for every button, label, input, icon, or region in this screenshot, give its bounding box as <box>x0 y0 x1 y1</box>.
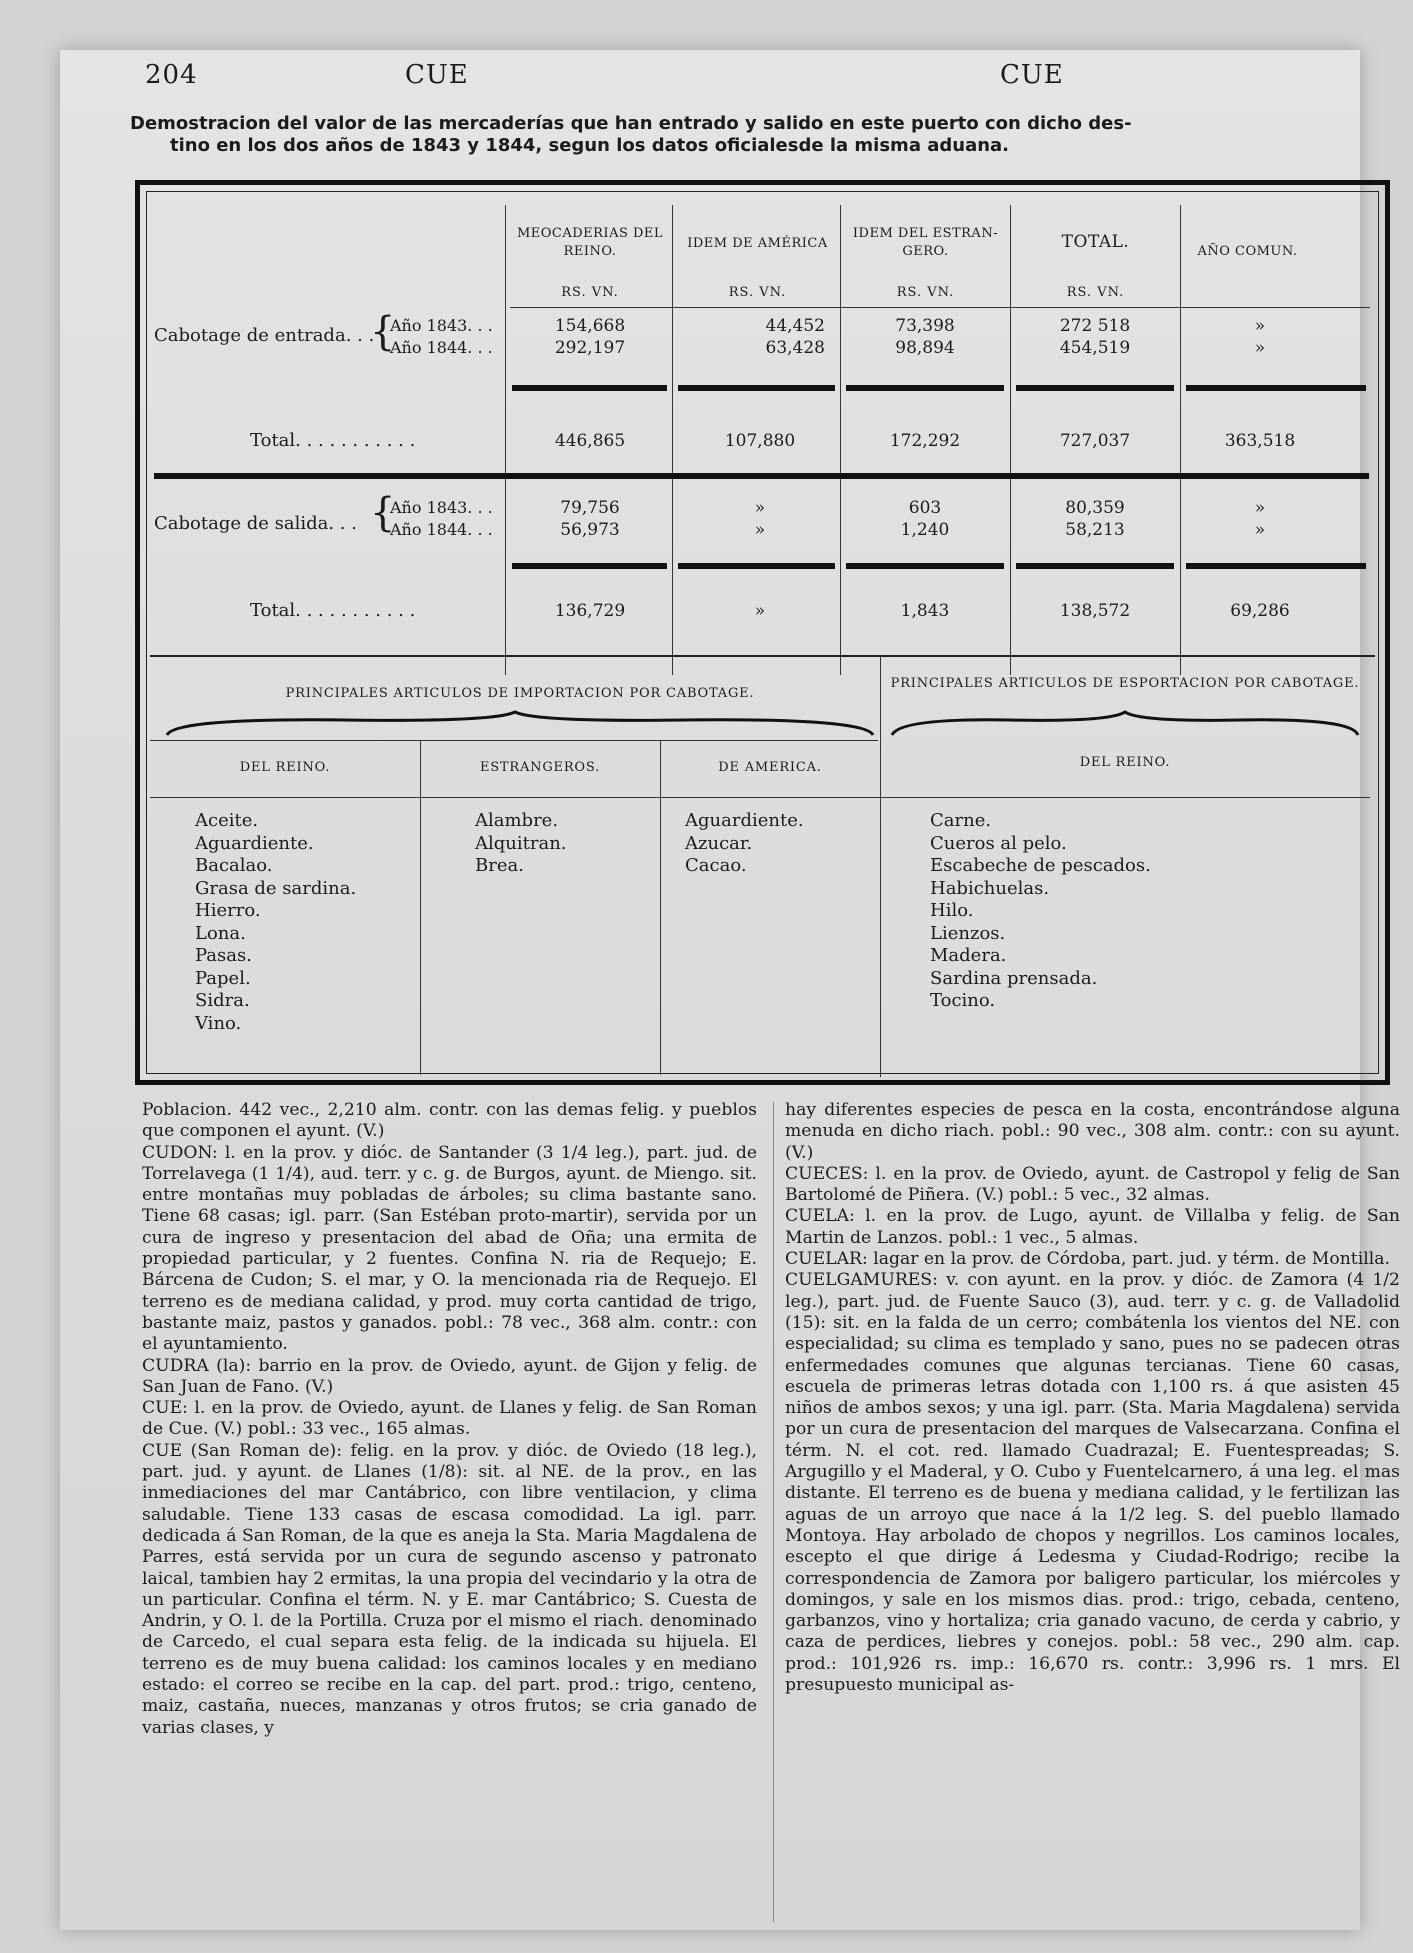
rule-salida-extranjero <box>846 563 1004 569</box>
entry-paragraph: CUELAR: lagar en la prov. de Córdoba, part. jud. y térm. de Montilla. <box>785 1249 1390 1270</box>
import-export-divider <box>880 657 881 1077</box>
entry-paragraph: hay diferentes especies de pesca en la costa, encontrándose alguna menuda en dicho riach. pobl.: 90 vec., 308 alm. contr.: con su ayunt. (V.) <box>785 1100 1400 1163</box>
header-total: TOTAL. <box>1061 232 1130 252</box>
table-caption <box>130 113 1400 157</box>
col-divider-2 <box>672 205 673 675</box>
header-comun: AÑO COMUN. <box>1197 244 1298 259</box>
total-salida-comun: 69,286 <box>1230 601 1290 621</box>
total-salida-extranjero: 1,843 <box>900 601 950 621</box>
section-separator <box>154 473 1369 479</box>
cell-salida-extranjero-1844: 1,240 <box>900 520 950 540</box>
text-column-right <box>785 1100 1400 1696</box>
header-extranjero: IDEM DEL ESTRAN- GERO. <box>852 226 999 259</box>
total-salida-america: » <box>754 601 766 621</box>
cell-salida-extranjero-1843: 603 <box>908 498 942 518</box>
list-item: Alambre. <box>475 810 559 831</box>
total-salida-reino: 136,729 <box>554 601 626 621</box>
row-label-salida: Cabotage de salida. . . <box>154 513 357 534</box>
list-item: Hilo. <box>930 900 974 921</box>
lists-top-rule <box>150 797 1370 798</box>
total-label-entrada: Total. . . . . . . . . . . <box>250 430 416 451</box>
list-item: Cueros al pelo. <box>930 832 1067 854</box>
list-reino <box>195 810 356 1035</box>
sub-title-america: DE AMERICA. <box>718 760 822 775</box>
sub-title-export-reino: DEL REINO. <box>1079 755 1171 770</box>
cell-salida-total-1844: 58,213 <box>1065 520 1125 540</box>
list-item: Cacao. <box>685 855 747 876</box>
articles-top-rule <box>150 655 1375 657</box>
list-item: Lona. <box>195 922 246 944</box>
rule-salida-reino <box>512 563 667 569</box>
cell-salida-comun-1844: » <box>1254 520 1266 540</box>
list-item: Papel. <box>195 967 251 989</box>
cell-entrada-reino-1844: 292,197 <box>554 338 626 358</box>
entry-paragraph: CUE: l. en la prov. de Oviedo, ayunt. de Llanes y felig. de San Roman de Cue. (V.) pobl.: 33 vec., 165 almas. <box>142 1398 757 1440</box>
rule-entrada-reino <box>512 385 667 391</box>
list-export <box>930 810 1151 1013</box>
total-entrada-reino: 446,865 <box>554 431 626 451</box>
total-entrada-comun: 363,518 <box>1224 431 1296 451</box>
unit-reino: RS. VN. <box>561 285 619 300</box>
rule-entrada-extranjero <box>846 385 1004 391</box>
cell-entrada-america-1843: 44,452 <box>765 316 825 336</box>
entry-paragraph: CUE (San Roman de): felig. en la prov. y dióc. de Oviedo (18 leg.), part. jud. y ayunt. de Llanes (1/8): sit. al NE. de la prov., en las inmediaciones del mar Cantábrico, con libre ventilacion, y clima saludable. Tiene 133 casas de escasa comodidad. La igl. parr. dedicada á San Roman, de la que es aneja la Sta. Maria Magdalena de Parres, está servida por un cura de segundo ascenso y patronato laical, tambien hay 2 ermitas, la una propia del vecindario y la otra de un particular. Confina el térm. N. y E. mar Cantábrico; S. Cuesta de Andrin, y O. l. de la Portilla. Cruza por el mismo el riach. denominado de Carcedo, el cual separa esta felig. de la indicada su hijuela. El terreno es de muy buena calidad: los caminos locales y en mediano estado: el correo se recibe en la cap. del part. prod.: trigo, centeno, maiz, castaña, nueces, manzanas y otros frutos; se cria ganado de varias clases, y <box>142 1440 757 1738</box>
year-1843-salida: Año 1843. . . <box>390 498 493 517</box>
entry-paragraph: CUELA: l. en la prov. de Lugo, ayunt. de Villalba y felig. de San Martin de Lanzos. pobl.: 1 vec., 5 almas. <box>785 1206 1400 1248</box>
header-reino: MEOCADERIAS DEL REINO. <box>516 226 664 259</box>
entry-paragraph: CUECES: l. en la prov. de Oviedo, ayunt. de Castropol y felig de San Bartolomé de Piñera. (V.) pobl.: 5 vec., 32 almas. <box>785 1163 1400 1206</box>
cell-entrada-reino-1843: 154,668 <box>554 316 626 336</box>
unit-america: RS. VN. <box>728 285 787 300</box>
list-item: Azucar. <box>685 832 753 854</box>
cell-entrada-total-1843: 272 518 <box>1059 316 1131 336</box>
sub-title-reino: DEL REINO. <box>239 760 331 775</box>
year-1844-entrada: Año 1844. . . <box>390 338 493 357</box>
rule-entrada-comun <box>1186 385 1366 391</box>
list-item: Bacalao. <box>195 855 273 876</box>
caption-line-1: Demostracion del valor de las mercaderías que han entrado y salido en este puerto con dicho des- <box>130 113 1132 134</box>
brace-entrada: { <box>370 309 396 355</box>
total-label-salida: Total. . . . . . . . . . . <box>250 600 416 621</box>
cell-entrada-extranjero-1844: 98,894 <box>895 338 955 358</box>
cell-salida-america-1843: » <box>754 498 766 518</box>
total-salida-total: 138,572 <box>1059 601 1131 621</box>
cell-entrada-comun-1844: » <box>1254 338 1266 358</box>
cell-salida-comun-1843: » <box>1254 498 1266 518</box>
year-1843-entrada: Año 1843. . . <box>390 316 493 335</box>
unit-total: RS. VN. <box>1066 285 1125 300</box>
cell-salida-total-1843: 80,359 <box>1065 498 1125 518</box>
list-item: Escabeche de pescados. <box>930 855 1151 876</box>
import-brace <box>165 710 875 740</box>
year-1844-salida: Año 1844. . . <box>390 520 493 539</box>
cell-salida-reino-1844: 56,973 <box>560 520 620 540</box>
header-rule <box>510 307 1370 308</box>
list-item: Sidra. <box>195 990 250 1011</box>
import-sub-rule <box>150 740 878 741</box>
rule-entrada-total <box>1016 385 1174 391</box>
list-item: Grasa de sardina. <box>195 877 357 899</box>
cell-salida-america-1844: » <box>754 520 766 540</box>
row-label-entrada: Cabotage de entrada. . . <box>154 325 375 346</box>
total-entrada-america: 107,880 <box>724 431 796 451</box>
list-estrangeros <box>475 810 567 878</box>
cell-entrada-america-1844: 63,428 <box>765 338 825 358</box>
list-item: Aguardiente. <box>685 810 804 831</box>
page-number: 204 <box>145 60 198 90</box>
list-item: Carne. <box>930 810 992 831</box>
brace-salida: { <box>370 490 396 536</box>
rule-salida-america <box>678 563 835 569</box>
book-page <box>60 50 1400 1930</box>
col-divider-1 <box>505 205 506 675</box>
rule-salida-total <box>1016 563 1174 569</box>
list-item: Aceite. <box>195 810 259 831</box>
list-item: Alquitran. <box>475 832 567 854</box>
list-item: Habichuelas. <box>930 877 1050 899</box>
cell-entrada-total-1844: 454,519 <box>1059 338 1131 358</box>
entry-paragraph: Poblacion. 442 vec., 2,210 alm. contr. con las demas felig. y pueblos que componen el ayunt. (V.) <box>142 1100 757 1142</box>
cell-entrada-extranjero-1843: 73,398 <box>895 316 955 336</box>
list-america <box>685 810 804 878</box>
total-entrada-total: 727,037 <box>1059 431 1131 451</box>
unit-extranjero: RS. VN. <box>896 285 955 300</box>
col-divider-5 <box>1180 205 1181 675</box>
trade-table <box>135 180 1390 1085</box>
column-divider <box>773 1102 774 1922</box>
text-column-left <box>142 1100 757 1739</box>
list-item: Vino. <box>195 1012 242 1034</box>
rule-salida-comun <box>1186 563 1366 569</box>
list-item: Lienzos. <box>930 922 1006 944</box>
list-item: Pasas. <box>195 945 252 966</box>
import-title: PRINCIPALES ARTICULOS DE IMPORTACION POR CABOTAGE. <box>285 686 755 701</box>
caption-line-2: tino en los dos años de 1843 y 1844, segun los datos oficialesde la misma aduana. <box>170 135 1010 156</box>
total-entrada-extranjero: 172,292 <box>889 431 961 451</box>
entry-paragraph: CUELGAMURES: v. con ayunt. en la prov. y dióc. de Zamora (4 1/2 leg.), part. jud. de Fuente Sauco (3), aud. terr. y c. g. de Valladolid (15): sit. en la falda de un cerro; combátenla los vientos del NE. con especialidad; su clima es templado y sano, pues no se padecen otras enfermedades comunes que algunas tercianas. Tiene 60 casas, escuela de primeras letras dotada con 1,100 rs. á que asisten 45 niños de ambos sexos; y una igl. parr. (Sta. Maria Magdalena) servida por un cura de presentacion del marques de Valsecarzana. Confina el térm. N. el cot. red. llamado Cuadrazal; E. Fuentespreadas; S. Argugillo y el Maderal, y O. Cubo y Fuentelcarnero, á una leg. el mas distante. El terreno es de buena y mediana calidad, y le fertilizan las aguas de un arroyo que nace á la 1/2 leg. S. del pueblo llamado Montoya. Hay arbolado de chopos y negrillos. Los caminos locales, escepto el que dirige á Ledesma y Ciudad-Rodrigo; recibe la correspondencia de Zamora por baligero particular, los miércoles y domingos, y sale en los mismos dias. prod.: trigo, cebada, centeno, garbanzos, vino y hortaliza; cria ganado vacuno, de cerda y cabrio, y caza de perdices, liebres y conejos. pobl.: 58 vec., 290 alm. cap. prod.: 101,926 rs. imp.: 16,670 rs. contr.: 3,996 rs. 1 mrs. El presupuesto municipal as- <box>785 1270 1400 1696</box>
list-item: Sardina prensada. <box>930 967 1098 989</box>
running-head-right: CUE <box>1000 60 1064 90</box>
rule-entrada-america <box>678 385 835 391</box>
cell-salida-reino-1843: 79,756 <box>560 498 620 518</box>
export-brace <box>890 710 1360 740</box>
list-item: Hierro. <box>195 900 261 921</box>
list-item: Aguardiente. <box>195 832 314 854</box>
entry-paragraph: CUDON: l. en la prov. y dióc. de Santander (3 1/4 leg.), part. jud. de Torrelavega (1 1/4), aud. terr. y c. g. de Burgos, ayunt. de Miengo. sit. entre montañas muy pobladas de árboles; su clima bastante sano. Tiene 68 casas; igl. parr. (San Estéban proto-martir), servida por un cura de ingreso y presentacion del abad de Oña; una ermita de propiedad particular, y 2 fuentes. Confina N. ria de Requejo; E. Bárcena de Cudon; S. el mar, y O. la mencionada ria de Requejo. El terreno es de mediana calidad, y prod. muy corta cantidad de trigo, bastante maiz, pastos y ganados. pobl.: 78 vec., 368 alm. contr.: con el ayuntamiento. <box>142 1142 757 1355</box>
list-item: Tocino. <box>930 990 996 1011</box>
export-title: PRINCIPALES ARTICULOS DE ESPORTACION POR CABOTAGE. <box>890 676 1360 691</box>
entry-paragraph: CUDRA (la): barrio en la prov. de Oviedo, ayunt. de Gijon y felig. de San Juan de Fano. (V.) <box>142 1355 757 1397</box>
col-divider-4 <box>1010 205 1011 675</box>
import-col-divider-2 <box>660 740 661 1075</box>
running-head-left: CUE <box>405 60 469 90</box>
import-col-divider-1 <box>420 740 421 1075</box>
list-item: Madera. <box>930 945 1007 966</box>
header-america: IDEM DE AMÉRICA <box>687 236 828 251</box>
sub-title-estrangeros: ESTRANGEROS. <box>479 760 601 775</box>
col-divider-3 <box>840 205 841 675</box>
cell-entrada-comun-1843: » <box>1254 316 1266 336</box>
list-item: Brea. <box>475 855 524 876</box>
